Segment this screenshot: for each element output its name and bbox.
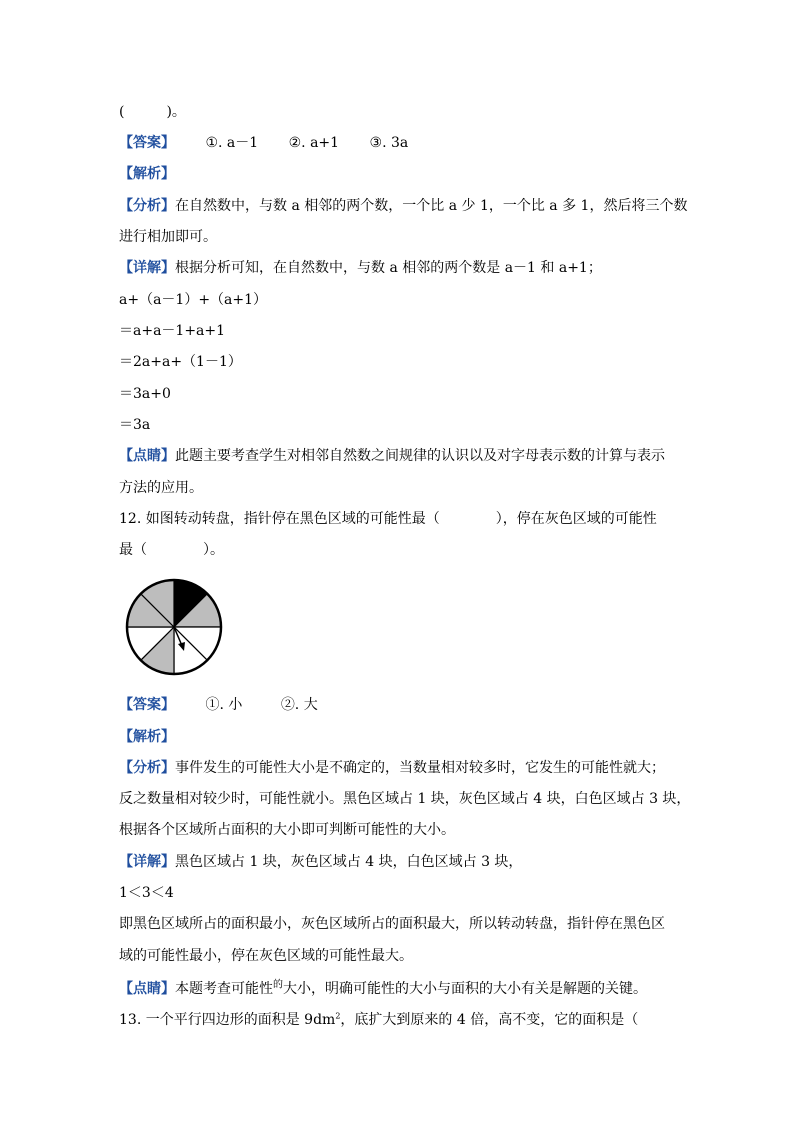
q11-fenxi-line-1 [119,196,687,216]
dianjing-label: 【点睛】 [119,448,175,464]
q12-analysis-label: 【解析】 [119,729,175,745]
q12-xiangjie-line-2: 1＜3＜4 [119,885,174,901]
q11-xiangjie-text-1: 根据分析可知，在自然数中，与数 a 相邻的两个数是 a－1 和 a+1； [175,260,602,276]
q11-answer-1: ①. a－1 [205,135,259,151]
q11-fenxi-text-1: 在自然数中，与数 a 相邻的两个数，一个比 a 少 1，一个比 a 多 1，然后将三个数 [175,198,688,214]
q11-fenxi-line-2: 进行相加即可。 [119,229,217,245]
q13-stem [119,1010,638,1030]
q12-dianjing-text-b: 大小，明确可能性的大小与面积的大小有关是解题的关键。 [283,981,647,997]
q12-fenxi-line-2: 反之数量相对较少时，可能性就小。黑色区域占 1 块，灰色区域占 4 块，白色区域占 3 块， [119,791,691,807]
q11-analysis-label: 【解析】 [119,166,175,182]
q12-fenxi-text-1: 事件发生的可能性大小是不确定的，当数量相对较多时，它发生的可能性就大； [175,760,665,776]
q12-xiangjie-line-1 [119,852,522,872]
q12-dianjing-line-1 [119,979,647,999]
q13-stem-a: 13. 一个平行四边形的面积是 9dm [119,1012,336,1028]
q11-answer-2: ②. a+1 [288,135,340,151]
q12-stem-line-2: 最（ ）。 [119,542,224,558]
q12-xiangjie-line-4: 域的可能性最小，停在灰色区域的可能性最大。 [119,948,413,964]
q11-calc-2: ＝a+a－1+a+1 [119,323,226,339]
q11-calc-5: ＝3a [119,417,151,433]
q11-dianjing-line-1 [119,446,665,466]
q11-xiangjie-line-1 [119,258,602,278]
q11-dianjing-line-2: 方法的应用。 [119,480,203,496]
q12-dianjing-text-a: 本题考查可能性 [175,981,273,997]
q11-answer-row [119,133,408,153]
q11-calc-3: ＝2a+a+（1－1） [119,354,242,370]
xiangjie-label: 【详解】 [119,854,175,870]
q11-calc-1: a+（a－1）+（a+1） [119,292,268,308]
answer-label: 【答案】 [119,697,175,713]
q11-tail: ( )。 [119,104,186,120]
q11-calc-4: ＝3a+0 [119,386,171,402]
q12-xiangjie-line-3: 即黑色区域所占的面积最小，灰色区域所占的面积最大，所以转动转盘，指针停在黑色区 [119,916,665,932]
q12-dianjing-note: 的 [273,979,283,991]
dianjing-label: 【点睛】 [119,981,175,997]
q11-dianjing-text-1: 此题主要考查学生对相邻自然数之间规律的认识以及对字母表示数的计算与表示 [175,448,665,464]
q11-answer-3: ③. 3a [369,135,409,151]
fenxi-label: 【分析】 [119,760,175,776]
q12-answer-row [119,695,318,715]
q12-stem-line-1: 12. 如图转动转盘，指针停在黑色区域的可能性最（ ），停在灰色区域的可能性 [119,511,657,527]
q12-fenxi-line-1 [119,758,665,778]
spinner-figure [122,578,226,676]
q13-stem-sup: 2 [335,1011,341,1021]
q12-fenxi-line-3: 根据各个区域所占面积的大小即可判断可能性的大小。 [119,822,455,838]
xiangjie-label: 【详解】 [119,260,175,276]
fenxi-label: 【分析】 [119,198,175,214]
q13-stem-b: ，底扩大到原来的 4 倍，高不变，它的面积是（ [340,1012,639,1028]
q12-answer-1: ①. 小 [205,697,243,713]
q12-answer-2: ②. 大 [280,697,318,713]
q12-xiangjie-text-1: 黑色区域占 1 块，灰色区域占 4 块，白色区域占 3 块， [175,854,523,870]
answer-label: 【答案】 [119,135,175,151]
